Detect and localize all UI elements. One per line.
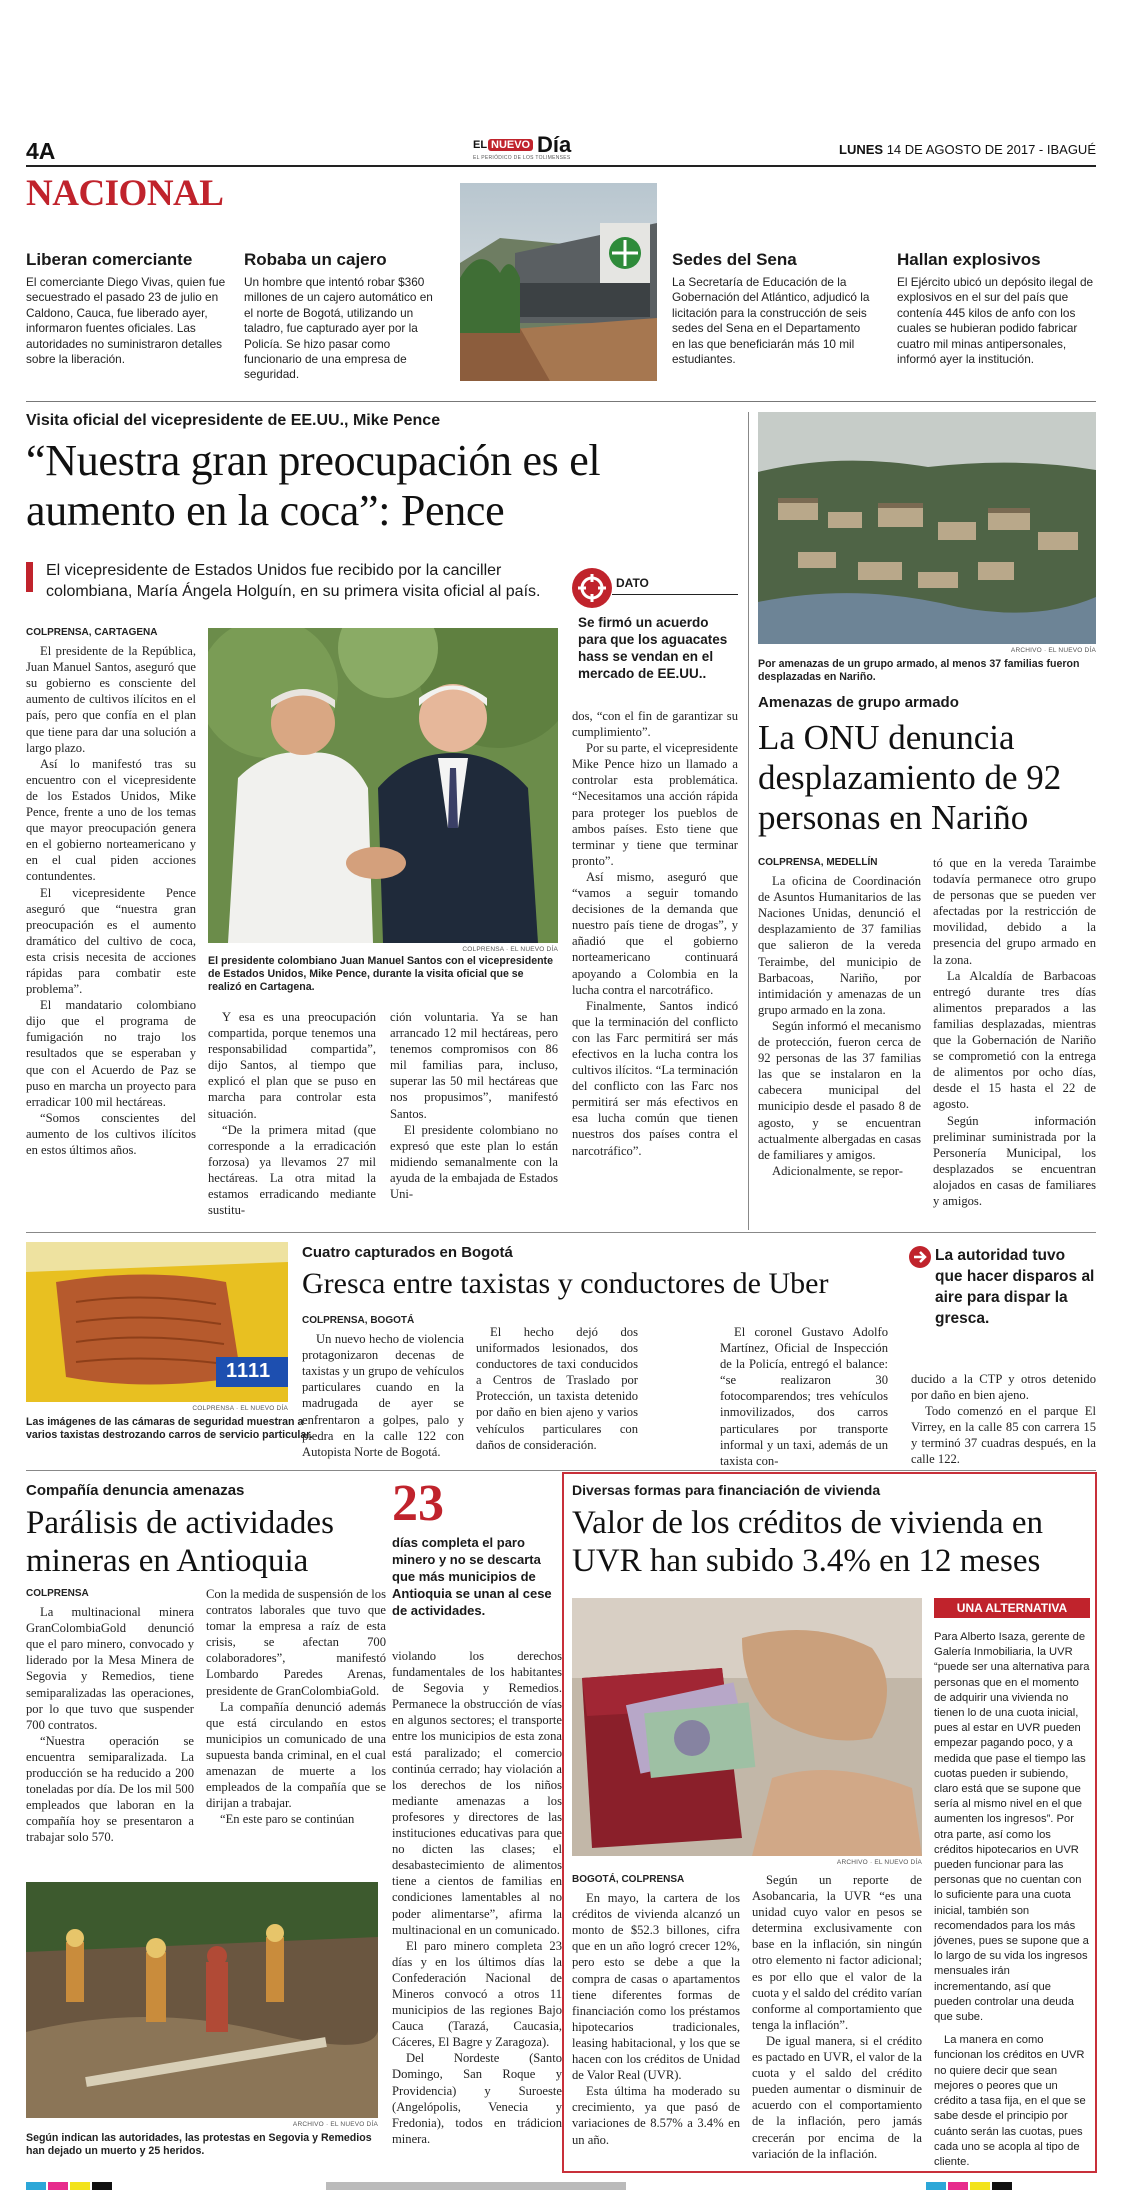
paragraph: El coronel Gustavo Adolfo Martínez, Oficial de Inspección de la Policía, entregó el balance: “se realizaron 30 fotocomparendos; tres vehículos inmovilizados, dos carros particulares por transporte informal y un taxi, además de un taxista con- (720, 1325, 888, 1468)
paragraph: El paro minero completa 23 días y en los últimos días la Confederación Nacional de Mineros convocó a otros 11 municipios de las regiones Bajo Cauca (Tarazá, Caucasia, Cáceres, El Bagre y Zaragoza). (392, 1938, 562, 2050)
pence-col2 (208, 1009, 376, 1218)
photo-credit: ARCHIVO · EL NUEVO DÍA (292, 2121, 378, 2128)
money-wallet-photo (572, 1598, 922, 1856)
pence-col4 (572, 708, 738, 1159)
displaced-village-photo (758, 412, 1096, 644)
paragraph: El mandatario colombiano dijo que el programa de fumigación no trajo los resultados que se esperaban y que con el Acuerdo de Paz se puso en marcha un proyecto para erradicar 100 mil hectáreas. (26, 998, 196, 1109)
uber-callout (909, 1245, 1096, 1329)
sidebar-paragraph: Para Alberto Isaza, gerente de Galería Inmobiliaria, la UVR “puede ser una alternativa para personas que en el momento de adquirir una vivienda no tienen lo de una cuota inicial, pues al estar en UVR pueden empezar pagando poco, y a medida que pase el tiempo las cuotas pueden ir subiendo, claro está que se supone que sería al mismo nivel en el que aumenten los ingresos”. Por otra parte, así como los créditos hipotecarios en UVR pueden funcionar para las personas que no cuentan con lo suficiente para una cuota inicial, también son recomendados para los más jóvenes, pues se supone que a lo largo de su vida los ingresos mensuales irán incrementando, así que pueden controlar una deuda que sube. (934, 1631, 1090, 2024)
brief-title: Liberan comerciante (26, 250, 193, 269)
dato-icon (572, 568, 612, 608)
dato-box (572, 568, 738, 696)
page-number: 4A (26, 138, 56, 164)
dateline: COLPRENSA, MEDELLÍN (758, 857, 878, 868)
dato-label: DATO (616, 576, 649, 590)
paragraph: En mayo, la cartera de los créditos de vivienda alcanzó un monto de $52.3 billones, cifra que en un año logró crecer 12%, pero esto se debe a que la compra de casas o apartamentos tiene diferentes formas de financiación como los préstamos hipotecarios tradicionales, leasing habitacional, y los que se hacen con los créditos de Unidad de Valor Real (UVR). (572, 1891, 740, 2083)
callout-text: La autoridad tuvo que hacer disparos al aire para dispar la gresca. (935, 1247, 1095, 1327)
paragraph: Así mismo, aseguró que “vamos a seguir tomando decisiones de la demanda que nuestro país tiene de drogas”, y añadió que el gobierno norteamericano continuará apoyando a Colombia en la lucha contra el narcotráfico. (572, 869, 738, 997)
brief-sena (672, 250, 872, 367)
paragraph: Finalmente, Santos indicó que la terminación del conflicto con las Farc permitirá ser más efectivos en la lucha contra los cultivos ilícitos. “La terminación del conflicto con las Farc nos permitirá ser más efectivos en esa lucha común que tienen nuestros dos países contra el narcotráfico”. (572, 998, 738, 1158)
brief-body: El comerciante Diego Vivas, quien fue secuestrado el pasado 23 de julio en Caldono, Cauca, fue liberado ayer, informaron fuentes oficiales. Las autoridades no suministraron detalles sobre la liberación. (26, 275, 226, 367)
photo-caption: Por amenazas de un grupo armado, al menos 37 familias fueron desplazadas en Nariño. (758, 658, 1080, 683)
mineria-col1 (26, 1586, 194, 1846)
pence-col1 (26, 625, 196, 1158)
pence-col3 (390, 1009, 558, 1202)
arrow-right-icon (909, 1246, 931, 1268)
mineria-col3 (392, 1648, 562, 2147)
date-weekday: LUNES (839, 142, 884, 157)
pence-kicker: Visita oficial del vicepresidente de EE.UU., Mike Pence (26, 412, 441, 429)
onu-headline: La ONU denuncia desplazamiento de 92 personas en Nariño (758, 718, 1062, 837)
santos-pence-photo (208, 628, 558, 943)
dateline: COLPRENSA, CARTAGENA (26, 627, 158, 638)
photo-credit: COLPRENSA · EL NUEVO DÍA (192, 1405, 288, 1412)
paragraph: ducido a la CTP y otros detenido por daño en bien ajeno. (911, 1372, 1096, 1403)
dato-rule (612, 594, 738, 595)
paragraph: Y esa es una preocupación compartida, porque tenemos una responsabilidad compartida”, dijo Santos, al tiempo que explicó el plan que se puso en marcha para controlar esta situación. (208, 1010, 376, 1121)
deck-marker (26, 562, 33, 592)
photo-caption: Las imágenes de las cámaras de seguridad muestran a varios taxistas destrozando carros de servicio particular. (26, 1416, 313, 1441)
brief-body: El Ejército ubicó un depósito ilegal de explosivos en el sur del país que contenía 445 kilos de anfo con los cuales se hubieran podido fabricar cuatro mil minas antipersonales, informó ayer la institución. (897, 275, 1094, 367)
paragraph: Del Nordeste (Santo Domingo, San Roque y Providencia) y Suroeste (Angelópolis, Venecia y Fredonia), todos en trádicion minera. (392, 2051, 562, 2146)
mineria-col2 (206, 1586, 386, 1827)
photo-credit: ARCHIVO · EL NUEVO DÍA (836, 1859, 922, 1866)
section-title: NACIONAL (26, 173, 224, 214)
brief-title: Sedes del Sena (672, 250, 797, 269)
paragraph: La compañía denunció además que está circulando en estos municipios un comunicado de una supuesta banda criminal, en el cual amenazan de muerte a los empleados de la compañía que se dirijan a trabajar. (206, 1699, 386, 1811)
header-rule (26, 165, 1096, 167)
paragraph: “De la primera mitad (que corresponde a la erradicación forzosa) ya llevamos 27 mil hectáreas. La otra mitad la estamos erradicando mediante sustitu- (208, 1122, 376, 1218)
onu-kicker: Amenazas de grupo armado (758, 694, 959, 711)
paragraph: “Nuestra operación se encuentra semiparalizada. La producción se ha reducido a 200 toneladas por día. De los mil 500 empleados que laboran en la compañía hoy se presentaron a trabajar solo 570. (26, 1733, 194, 1845)
brief-liberan (26, 250, 230, 367)
paragraph: Así lo manifestó tras su encuentro con el vicepresidente de los Estados Unidos, Mike Pence, frente a uno de los temas que mayor preocupación genera en el gobierno norteamericano y en el cual piden acciones contundentes. (26, 756, 196, 884)
photo-credit: COLPRENSA · EL NUEVO DÍA (462, 946, 558, 953)
section-rule (26, 1470, 1096, 1471)
paragraph: Según informó el mecanismo de protección, fueron cerca de 92 personas de las 37 familias las que se instalaron en la cabecera municipal del municipio desde el pasado 8 de agosto, y se encuentran actualmente albergadas en casas de familiares y amigos. (758, 1018, 921, 1162)
brief-explosivos (897, 250, 1096, 367)
dateline: BOGOTÁ, COLPRENSA (572, 1874, 685, 1885)
dato-text: Se firmó un acuerdo para que los aguacates hass se vendan en el mercado de EE.UU.. (578, 615, 728, 681)
photo-caption: El presidente colombiano Juan Manuel Santos con el vicepresidente de Estados Unidos, Mike Pence, durante la visita oficial que se realizó en Cartagena. (208, 955, 553, 993)
logo-nuevo: NUEVO (488, 139, 533, 151)
paragraph: La Alcaldía de Barbacoas entregó durante tres días alimentos preparados a las familias desplazadas, mientras que la Gobernación de Nariño se comprometió con la entrega de alimentos por ocho días, desde el 15 hasta el 22 de agosto. (933, 968, 1096, 1112)
big-number-text: días completa el paro minero y no se descarta que más municipios de Antioquia se unan al cese de actividades. (392, 1535, 552, 1618)
onu-col2 (933, 855, 1096, 1209)
uvr-col2 (752, 1872, 922, 2162)
paragraph: El hecho dejó dos uniformados lesionados, dos conductores de taxi conducidos a Centros de Traslado por Protección, un taxista detenido por daño en bien ajeno y varios vehículos particulares con daños de consideración. (476, 1325, 638, 1452)
brief-title: Hallan explosivos (897, 250, 1041, 269)
mineria-headline: Parálisis de actividades mineras en Antioquia (26, 1505, 334, 1579)
brief-title: Robaba un cajero (244, 250, 387, 269)
paragraph: Un nuevo hecho de violencia protagonizaron decenas de taxistas y un grupo de vehículos particulares cuando en la madrugada de ayer se enfrentaron a golpes, palo y piedra en la calle 122 con Autopista Norte de Bogotá. (302, 1332, 464, 1459)
paragraph: La multinacional minera GranColombiaGold denunció que el paro minero, convocado y liderado por la Mesa Minera de Segovia y Remedios, tiene semiparalizadas las operaciones, por lo que tuvo que suspender 700 contratos. (26, 1605, 194, 1732)
paragraph: El vicepresidente Pence aseguró que “nuestra gran preocupación es el aumento dramático del cultivo de coca, esta crisis necesita de acciones rápidas para combatir este problema”. (26, 885, 196, 997)
paragraph: dos, “con el fin de garantizar su cumplimiento”. (572, 709, 738, 740)
paragraph: Todo comenzó en el parque El Virrey, en la calle 85 con carrera 15 y terminó 37 cuadras después, en la calle 122. (911, 1404, 1096, 1467)
logo-dia: Día (537, 132, 572, 157)
deck-text: El vicepresidente de Estados Unidos fue recibido por la canciller colombiana, María Ángela Holguín, en su primera visita oficial al país. (46, 562, 541, 600)
uber-headline: Gresca entre taxistas y conductores de Uber (302, 1267, 829, 1300)
header-date (839, 142, 1096, 157)
uvr-col1 (572, 1872, 740, 2148)
paragraph: El presidente de la República, Juan Manuel Santos, aseguró que su gobierno es consciente del aumento de cultivos ilícitos en el país, pero que confía en el plan que tiene para dar una solución a largo plazo. (26, 644, 196, 755)
photo-credit: ARCHIVO · EL NUEVO DÍA (1010, 647, 1096, 654)
paragraph: “En este paro se continúan (220, 1812, 355, 1827)
uvr-sidebar (934, 1598, 1090, 2170)
paragraph: “Somos conscientes del aumento de los cultivos ilícitos en estos últimos años. (26, 1110, 196, 1157)
paragraph: La oficina de Coordinación de Asuntos Humanitarios de las Naciones Unidas, denunció el desplazamiento de 37 familias que salieron de la vereda Teraimbe, del municipio de Barbacoas, Nariño, por intimidación y amenazas de un grupo armado en la zona. (758, 874, 921, 1017)
brief-body: La Secretaría de Educación de la Gobernación del Atlántico, adjudicó la licitación para la construcción de seis sedes del Sena en el Departamento en las que beneficiarán más 10 mil estudiantes. (672, 275, 870, 367)
uber-col3 (720, 1324, 888, 1469)
paragraph: Según un reporte de Asobancaria, la UVR “es una unidad cuyo valor en pesos se determina exclusivamente con base en la inflación, sin ningún otro elemento ni factor adicional; es por ello que el valor de la cuota y el saldo del crédito varían conforme al comportamiento que tenga la inflación”. (752, 1873, 922, 2032)
sidebar-title: UNA ALTERNATIVA (934, 1598, 1090, 1618)
newspaper-logo (473, 132, 603, 165)
column-divider (748, 412, 749, 1230)
uber-col1 (302, 1313, 464, 1460)
logo-el: EL (473, 139, 488, 151)
page-header (26, 132, 1096, 166)
print-color-bar (26, 2182, 1096, 2192)
paragraph: violando los derechos fundamentales de los habitantes de Segovia y Remedios. Permanece la obstrucción de vías en algunos sectores; el transporte entre los municipios de esta zona está paralizado; el comercio continúa cerrado; hay violación a los derechos de los niños mediante amenazas a los profesores y directores de las instituciones educativas para que no dicten las clases; el desabastecimiento de alimentos tiene a cientos de familias en condiciones lamentables al no poder alimentarse”, afirma la multinacional en un comunicado. (392, 1649, 562, 1937)
uber-kicker: Cuatro capturados en Bogotá (302, 1244, 513, 1261)
brief-cajero (244, 250, 444, 383)
dateline: COLPRENSA, BOGOTÁ (302, 1315, 415, 1326)
sena-building-photo (460, 183, 657, 381)
uber-col2 (476, 1324, 638, 1453)
photo-caption: Según indican las autoridades, las protestas en Segovia y Remedios han dejado un muerto y 25 heridos. (26, 2132, 372, 2157)
paragraph: Con la medida de suspensión de los contratos laborales que tuvo que tomar la empresa a raíz de esta crisis, se afectan 700 colaboradores”, manifestó Lombardo Paredes Arenas, presidente de GranColombiaGold. (206, 1587, 386, 1698)
paragraph: Adicionalmente, se repor- (772, 1163, 903, 1178)
taxi-number: 1111 (226, 1360, 272, 1382)
paragraph: De igual manera, si el crédito es pactado en UVR, el valor de la cuota y el saldo del crédito pueden aumentar o disminuir de acuerdo con el comportamiento de la inflación, pero jamás crecerán por encima de la variación de la inflación. (752, 2033, 922, 2161)
uvr-kicker: Diversas formas para financiación de vivienda (572, 1482, 881, 1498)
paragraph: Según información preliminar suministrada por la Personería Municipal, los desplazados se encuentran alojados en casas de familiares y amigos. (933, 1113, 1096, 1208)
brief-body: Un hombre que intentó robar $360 millones de un cajero automático en el norte de Bogotá, utilizando un taladro, fue capturado ayer por la Policía. Se hizo pasar como funcionario de una empresa de seguridad. (244, 275, 433, 382)
paragraph: ción voluntaria. Ya se han arrancado 12 mil hectáreas, pero tenemos compromisos con 86 mil familias para, incluso, superar las 50 mil hectáreas que nos propusimos”, manifestó Santos. (390, 1010, 558, 1121)
paragraph: Por su parte, el vicepresidente Mike Pence hizo un llamado a controlar esta problemática. “Necesitamos una acción rápida para proteger los pueblos de ambos países. Esto tiene que terminar y tiene que terminar pronto”. (572, 741, 738, 868)
paragraph: El presidente colombiano no expresó que este plan lo están midiendo semanalmente con la ayuda de la embajada de Estados Uni- (390, 1122, 558, 1202)
paragraph: Esta última ha moderado su crecimiento, ya que pasó de variaciones de 8.57% a 3.4% en un año. (572, 2084, 740, 2147)
uber-col4 (911, 1371, 1096, 1468)
miners-photo (26, 1882, 378, 2118)
pence-headline: “Nuestra gran preocupación es el aumento en la coca”: Pence (26, 436, 601, 535)
dateline: COLPRENSA (26, 1588, 89, 1599)
mineria-kicker: Compañía denuncia amenazas (26, 1482, 245, 1499)
taxi-damage-photo (26, 1242, 288, 1402)
date-text: 14 DE AGOSTO DE 2017 - IBAGUÉ (886, 142, 1096, 157)
briefs-rule (26, 401, 1096, 402)
sidebar-paragraph: La manera en como funcionan los créditos en UVR no quiere decir que sean mejores o peores que un crédito a tasa fija, en el que se sabe desde el principio por cuánto serán las cuotas, pues cada uno se acopla al tipo de cliente. (934, 2034, 1086, 2168)
paragraph: tó que en la vereda Taraimbe todavía permanece otro grupo de personas que se pueden ver afectadas por la restricción de movilidad, debido a la presencia del grupo armado en la zona. (933, 856, 1096, 967)
logo-slogan: EL PERIÓDICO DE LOS TOLIMENSES (473, 155, 571, 161)
section-rule (26, 1232, 1096, 1233)
uvr-headline: Valor de los créditos de vivienda en UVR han subido 3.4% en 12 meses (572, 1505, 1044, 1579)
onu-col1 (758, 855, 921, 1179)
big-number: 23 (392, 1475, 444, 1532)
pence-deck (26, 560, 560, 602)
